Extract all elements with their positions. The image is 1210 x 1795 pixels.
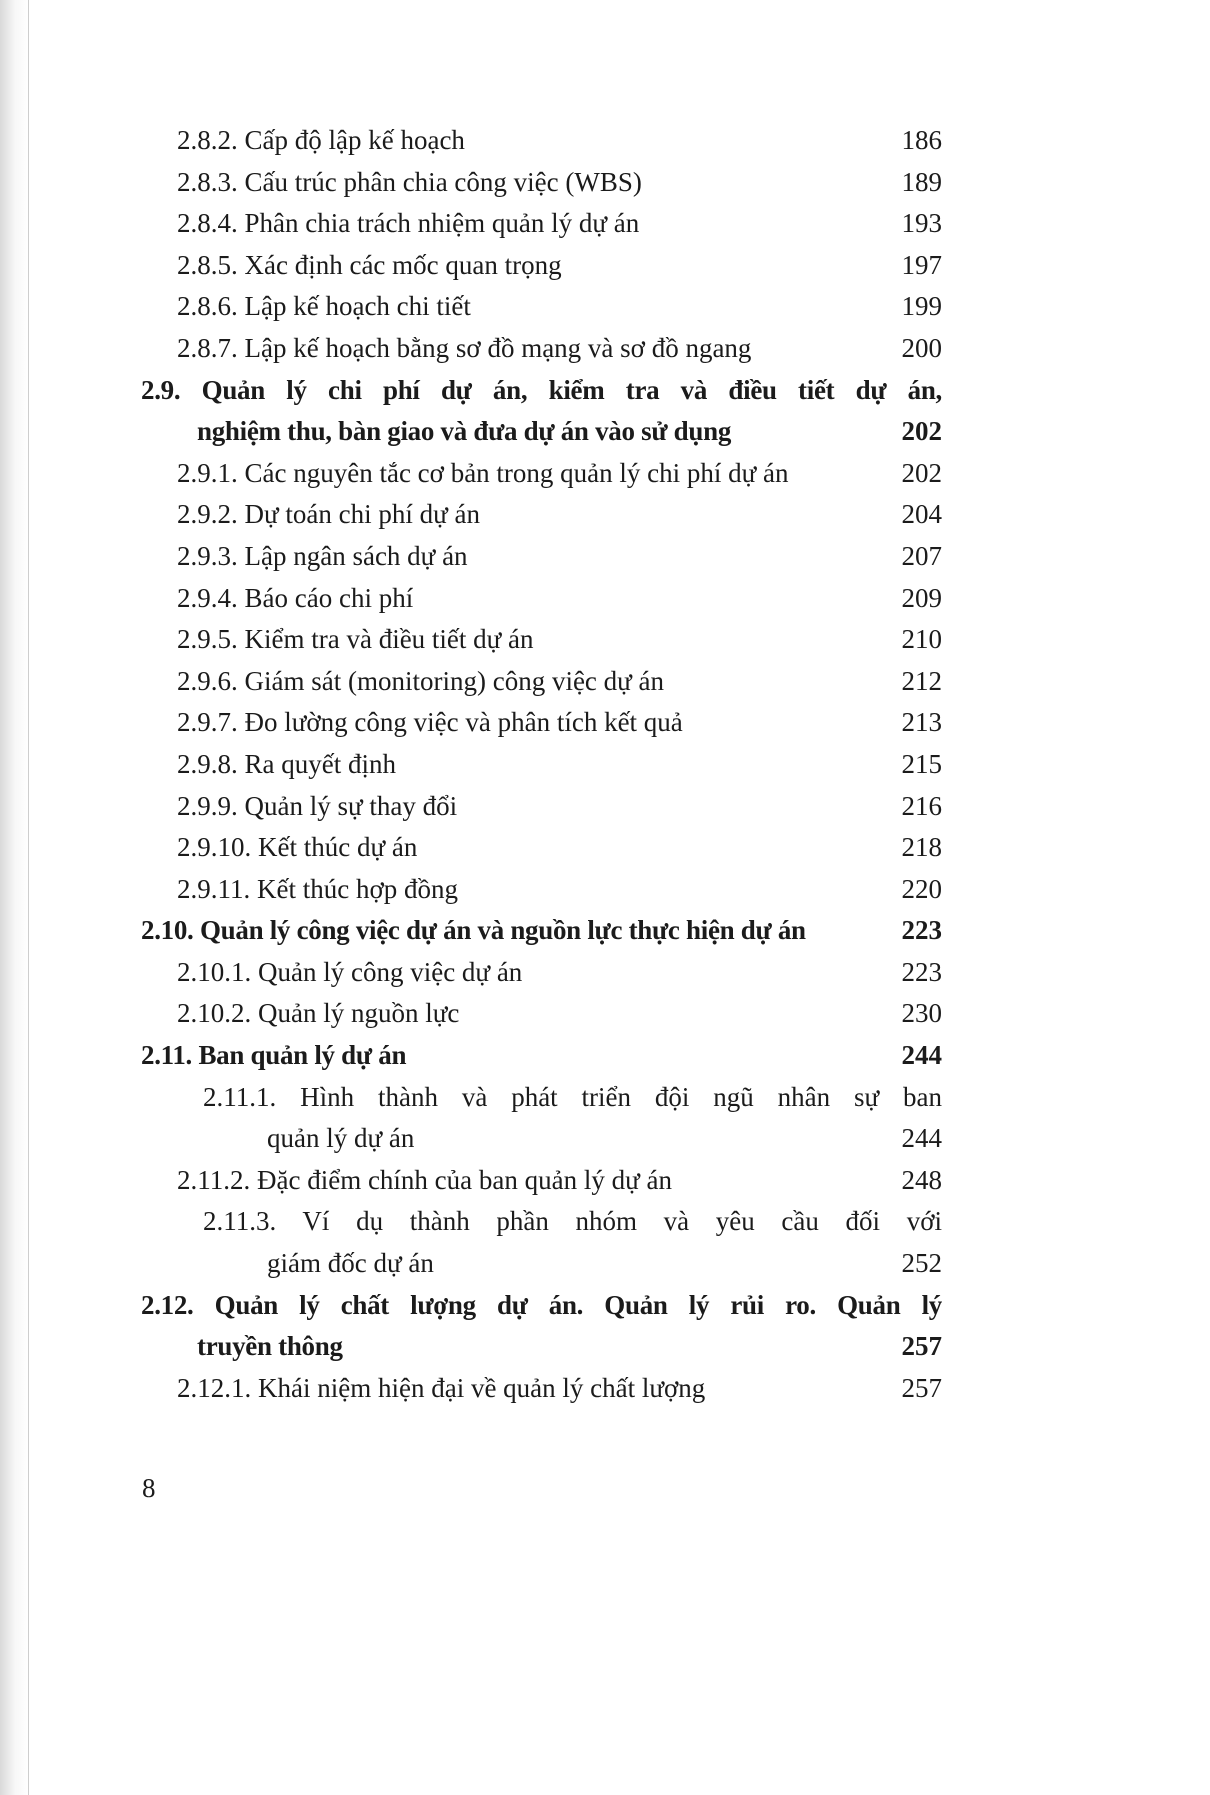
toc-list (141, 120, 942, 1409)
toc-entry (141, 578, 942, 620)
toc-entry-page-number: 202 (901, 457, 942, 488)
toc-entry (141, 1285, 942, 1368)
toc-entry (141, 536, 942, 578)
toc-entry-text (141, 245, 942, 287)
footer-page-number: 8 (142, 1473, 156, 1503)
toc-entry-line: 2.8.3. Cấu trúc phân chia công việc (WBS) (177, 166, 642, 197)
toc-entry-line: 2.8.2. Cấp độ lập kế hoạch (177, 125, 465, 155)
toc-entry (141, 661, 942, 703)
toc-entry-text (141, 1285, 942, 1368)
toc-entry-text (141, 786, 942, 828)
toc-entry (141, 827, 942, 869)
toc-entry-line: 2.9.3. Lập ngân sách dự án (177, 540, 468, 571)
toc-entry-text (141, 993, 942, 1035)
toc-entry-text (141, 328, 942, 370)
toc-entry-line: 2.12.1. Khái niệm hiện đại về quản lý chất lượng (177, 1372, 706, 1403)
toc-entry-line: 2.9.9. Quản lý sự thay đổi (177, 790, 458, 821)
toc-entry-page-number: 220 (901, 873, 942, 904)
toc-entry (141, 162, 942, 204)
toc-entry-line: 2.9.10. Kết thúc dự án (177, 832, 418, 863)
toc-entry-page-number: 202 (901, 416, 942, 447)
toc-entry-text (141, 370, 942, 453)
toc-entry-line: 2.8.5. Xác định các mốc quan trọng (177, 249, 562, 280)
toc-entry-text (141, 619, 942, 661)
toc-entry (141, 120, 942, 162)
toc-entry-page-number: 257 (901, 1372, 942, 1403)
toc-entry-line: nghiệm thu, bàn giao và đưa dự án vào sử dụng (197, 416, 732, 447)
toc-entry (141, 910, 942, 952)
toc-entry-page-number: 244 (901, 1123, 942, 1154)
toc-entry-line: 2.11. Ban quản lý dự án (141, 1040, 407, 1071)
toc-entry-page-number: 223 (901, 915, 942, 946)
toc-entry-line: 2.10.2. Quản lý nguồn lực (177, 998, 460, 1029)
toc-entry (141, 993, 942, 1035)
toc-entry-line: 2.10.1. Quản lý công việc dự án (177, 956, 523, 987)
toc-entry-page-number: 223 (901, 956, 942, 987)
toc-entry (141, 286, 942, 328)
toc-entry (141, 453, 942, 495)
toc-entry-text (141, 578, 942, 620)
toc-entry-line: 2.9.11. Kết thúc hợp đồng (177, 873, 458, 904)
toc-entry-page-number: 216 (901, 790, 942, 821)
toc-entry-text (141, 286, 942, 328)
toc-entry-page-number: 212 (901, 665, 942, 696)
toc-entry (141, 1368, 942, 1410)
toc-entry (141, 786, 942, 828)
toc-entry-page-number: 189 (901, 166, 942, 197)
toc-entry-text (141, 120, 942, 162)
toc-entry-page-number: 215 (901, 748, 942, 779)
toc-entry-page-number: 244 (901, 1040, 942, 1071)
toc-entry-text (141, 1077, 942, 1160)
toc-entry (141, 203, 942, 245)
toc-entry-line: 2.11.3. Ví dụ thành phần nhóm và yêu cầu đối với (203, 1206, 942, 1237)
toc-entry (141, 744, 942, 786)
toc-entry-page-number: 230 (901, 998, 942, 1029)
toc-entry-line: 2.9.7. Đo lường công việc và phân tích kết quả (177, 707, 683, 738)
page-edge-shadow (0, 0, 29, 1795)
toc-entry-page-number: 204 (901, 499, 942, 530)
toc-entry-line: giám đốc dự án (267, 1248, 434, 1279)
toc-entry-line: 2.9.2. Dự toán chi phí dự án (177, 499, 480, 530)
toc-entry-page-number: 252 (901, 1248, 942, 1279)
toc-entry-text (141, 1035, 942, 1077)
toc-entry (141, 952, 942, 994)
toc-entry-line: 2.10. Quản lý công việc dự án và nguồn lực thực hiện dự án (141, 915, 806, 946)
toc-entry (141, 869, 942, 911)
toc-entry-line: 2.11.2. Đặc điểm chính của ban quản lý dự án (177, 1164, 672, 1195)
toc-entry-line: 2.8.7. Lập kế hoạch bằng sơ đồ mạng và sơ đồ ngang (177, 332, 752, 363)
toc-entry-line: 2.11.1. Hình thành và phát triển đội ngũ nhân sự ban (203, 1081, 942, 1112)
toc-entry-line: 2.8.4. Phân chia trách nhiệm quản lý dự án (177, 208, 640, 239)
toc-entry-text (141, 494, 942, 536)
toc-entry (141, 1077, 942, 1160)
toc-entry-text (141, 203, 942, 245)
toc-entry (141, 619, 942, 661)
toc-entry-text (141, 1160, 942, 1202)
toc-entry-line: 2.9.5. Kiểm tra và điều tiết dự án (177, 624, 534, 655)
toc-entry-line: truyền thông (197, 1331, 343, 1362)
toc-entry-text (141, 661, 942, 703)
toc-entry (141, 328, 942, 370)
toc-entry-page-number: 200 (901, 332, 942, 363)
toc-entry-page-number: 213 (901, 707, 942, 738)
toc-entry (141, 245, 942, 287)
toc-entry-page-number: 207 (901, 540, 942, 571)
toc-entry-text (141, 536, 942, 578)
toc-entry (141, 1160, 942, 1202)
toc-entry-line: 2.9.4. Báo cáo chi phí (177, 582, 414, 613)
toc-entry-text (141, 910, 942, 952)
toc-entry-page-number: 210 (901, 624, 942, 655)
toc-entry-line: 2.8.6. Lập kế hoạch chi tiết (177, 291, 471, 322)
toc-entry-page-number: 209 (901, 582, 942, 613)
toc-entry-page-number: 197 (901, 249, 942, 280)
toc-entry-line: 2.9.8. Ra quyết định (177, 748, 396, 779)
toc-entry-line: quản lý dự án (267, 1123, 415, 1154)
toc-entry-text (141, 869, 942, 911)
toc-entry (141, 494, 942, 536)
toc-entry-text (141, 162, 942, 204)
toc-entry-text (141, 702, 942, 744)
toc-entry-page-number: 193 (901, 208, 942, 239)
toc-entry (141, 370, 942, 453)
toc-entry-text (141, 1368, 942, 1410)
toc-entry (141, 1201, 942, 1284)
toc-entry-page-number: 257 (901, 1331, 942, 1362)
toc-entry-text (141, 827, 942, 869)
toc-entry-text (141, 453, 942, 495)
toc-entry-page-number: 199 (901, 291, 942, 322)
toc-entry-line: 2.9.6. Giám sát (monitoring) công việc dự án (177, 665, 665, 696)
toc-entry-line: 2.12. Quản lý chất lượng dự án. Quản lý rủi ro. Quản lý (141, 1289, 942, 1320)
toc-entry-page-number: 248 (901, 1164, 942, 1195)
toc-entry-text (141, 744, 942, 786)
toc-entry-text (141, 952, 942, 994)
toc-entry-page-number: 218 (901, 832, 942, 863)
toc-entry-page-number: 186 (901, 125, 942, 155)
toc-entry-line: 2.9.1. Các nguyên tắc cơ bản trong quản lý chi phí dự án (177, 457, 789, 488)
toc-entry-line: 2.9. Quản lý chi phí dự án, kiểm tra và điều tiết dự án, (141, 374, 942, 405)
toc-entry (141, 702, 942, 744)
toc-entry-text (141, 1201, 942, 1284)
toc-entry (141, 1035, 942, 1077)
